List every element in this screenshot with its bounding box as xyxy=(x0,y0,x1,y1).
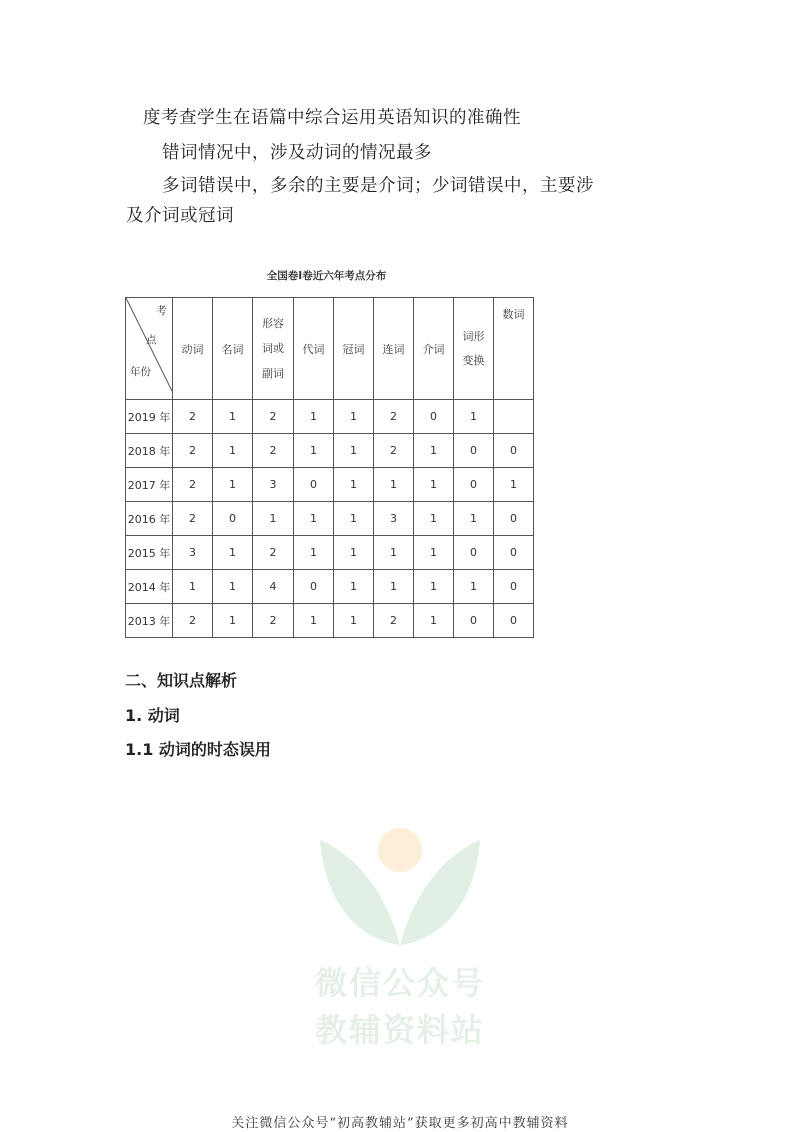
count-cell: 1 xyxy=(253,502,294,536)
count-cell: 1 xyxy=(294,604,334,638)
table-row xyxy=(126,400,534,434)
corner-label-bottom: 年份 xyxy=(130,366,151,378)
header-preposition: 介词 xyxy=(414,298,454,400)
count-cell: 2 xyxy=(173,502,213,536)
corner-label-top: 考 xyxy=(156,305,167,317)
count-cell: 1 xyxy=(213,434,253,468)
table-row xyxy=(126,434,534,468)
count-cell: 0 xyxy=(294,570,334,604)
table-row xyxy=(126,468,534,502)
count-cell: 0 xyxy=(454,468,494,502)
count-cell: 1 xyxy=(454,502,494,536)
corner-label-middle: 点 xyxy=(146,334,157,346)
year-cell: 2014 年 xyxy=(126,570,173,604)
count-cell: 0 xyxy=(494,604,534,638)
watermark-text-line: 教辅资料站 xyxy=(314,1011,485,1049)
section-heading: 二、知识点解析 xyxy=(125,671,238,690)
count-cell: 1 xyxy=(414,502,454,536)
count-cell: 1 xyxy=(213,400,253,434)
subsection-heading: 1. 动词 xyxy=(125,706,180,725)
count-cell: 3 xyxy=(253,468,294,502)
header-pronoun: 代词 xyxy=(294,298,334,400)
count-cell: 0 xyxy=(294,468,334,502)
exam-points-table xyxy=(125,297,534,638)
watermark-text-line: 微信公众号 xyxy=(314,964,485,1002)
sprout-logo-icon xyxy=(300,810,500,960)
table-title: 全国卷Ⅰ卷近六年考点分布 xyxy=(266,270,387,282)
count-cell: 1 xyxy=(294,400,334,434)
table-row xyxy=(126,604,534,638)
year-cell: 2019 年 xyxy=(126,400,173,434)
count-cell: 1 xyxy=(414,468,454,502)
count-cell: 1 xyxy=(213,570,253,604)
count-cell: 2 xyxy=(173,434,213,468)
paragraph-line: 多词错误中，多余的主要是介词；少词错误中，主要涉 xyxy=(162,176,594,196)
paragraph-verb-errors: 错词情况中，涉及动词的情况最多 xyxy=(162,143,432,163)
table-row xyxy=(126,570,534,604)
header-conjunction: 连词 xyxy=(374,298,414,400)
count-cell: 1 xyxy=(294,536,334,570)
count-cell: 1 xyxy=(454,400,494,434)
count-cell: 0 xyxy=(494,434,534,468)
header-adj-adv xyxy=(253,298,294,400)
count-cell: 1 xyxy=(414,536,454,570)
count-cell: 2 xyxy=(173,604,213,638)
year-cell: 2015 年 xyxy=(126,536,173,570)
count-cell: 1 xyxy=(294,502,334,536)
table-corner-cell xyxy=(126,298,173,400)
count-cell: 0 xyxy=(454,536,494,570)
table-row xyxy=(126,536,534,570)
count-cell: 1 xyxy=(454,570,494,604)
count-cell: 2 xyxy=(253,604,294,638)
count-cell: 1 xyxy=(494,468,534,502)
count-cell: 1 xyxy=(334,400,374,434)
year-cell: 2017 年 xyxy=(126,468,173,502)
header-numeral: 数词 xyxy=(494,298,534,400)
count-cell: 2 xyxy=(374,400,414,434)
count-cell: 2 xyxy=(253,434,294,468)
count-cell: 0 xyxy=(454,434,494,468)
count-cell: 2 xyxy=(374,604,414,638)
paragraph-line: 及介词或冠词 xyxy=(126,206,234,226)
count-cell: 1 xyxy=(173,570,213,604)
count-cell: 1 xyxy=(294,434,334,468)
header-article: 冠词 xyxy=(334,298,374,400)
count-cell: 0 xyxy=(494,536,534,570)
count-cell: 0 xyxy=(494,502,534,536)
count-cell: 2 xyxy=(374,434,414,468)
count-cell: 2 xyxy=(173,468,213,502)
paragraph-accuracy: 度考查学生在语篇中综合运用英语知识的准确性 xyxy=(143,108,521,128)
count-cell xyxy=(494,400,534,434)
count-cell: 1 xyxy=(374,468,414,502)
count-cell: 4 xyxy=(253,570,294,604)
header-word-form xyxy=(454,298,494,400)
count-cell: 0 xyxy=(213,502,253,536)
count-cell: 1 xyxy=(334,502,374,536)
count-cell: 3 xyxy=(374,502,414,536)
table-header-row xyxy=(126,298,534,400)
count-cell: 2 xyxy=(253,400,294,434)
count-cell: 1 xyxy=(213,468,253,502)
header-word-form-text: 词形变换 xyxy=(462,329,485,367)
count-cell: 1 xyxy=(334,604,374,638)
count-cell: 1 xyxy=(374,570,414,604)
year-cell: 2013 年 xyxy=(126,604,173,638)
header-adj-adv-text: 形容词或副词 xyxy=(262,317,284,380)
count-cell: 1 xyxy=(334,536,374,570)
count-cell: 2 xyxy=(253,536,294,570)
count-cell: 0 xyxy=(494,570,534,604)
count-cell: 2 xyxy=(173,400,213,434)
count-cell: 1 xyxy=(334,468,374,502)
count-cell: 0 xyxy=(414,400,454,434)
count-cell: 1 xyxy=(334,434,374,468)
count-cell: 1 xyxy=(213,604,253,638)
count-cell: 0 xyxy=(454,604,494,638)
count-cell: 1 xyxy=(414,604,454,638)
table-row xyxy=(126,502,534,536)
count-cell: 3 xyxy=(173,536,213,570)
count-cell: 1 xyxy=(414,434,454,468)
header-verb: 动词 xyxy=(173,298,213,400)
header-noun: 名词 xyxy=(213,298,253,400)
paragraph-extra-missing-words xyxy=(126,173,622,229)
watermark-logo xyxy=(300,810,500,1060)
count-cell: 1 xyxy=(213,536,253,570)
subsubsection-heading: 1.1 动词的时态误用 xyxy=(125,740,271,759)
year-cell: 2016 年 xyxy=(126,502,173,536)
count-cell: 1 xyxy=(374,536,414,570)
year-cell: 2018 年 xyxy=(126,434,173,468)
count-cell: 1 xyxy=(334,570,374,604)
count-cell: 1 xyxy=(414,570,454,604)
page-footer: 关注微信公众号“初高教辅站”获取更多初高中教辅资料 xyxy=(231,1116,569,1131)
